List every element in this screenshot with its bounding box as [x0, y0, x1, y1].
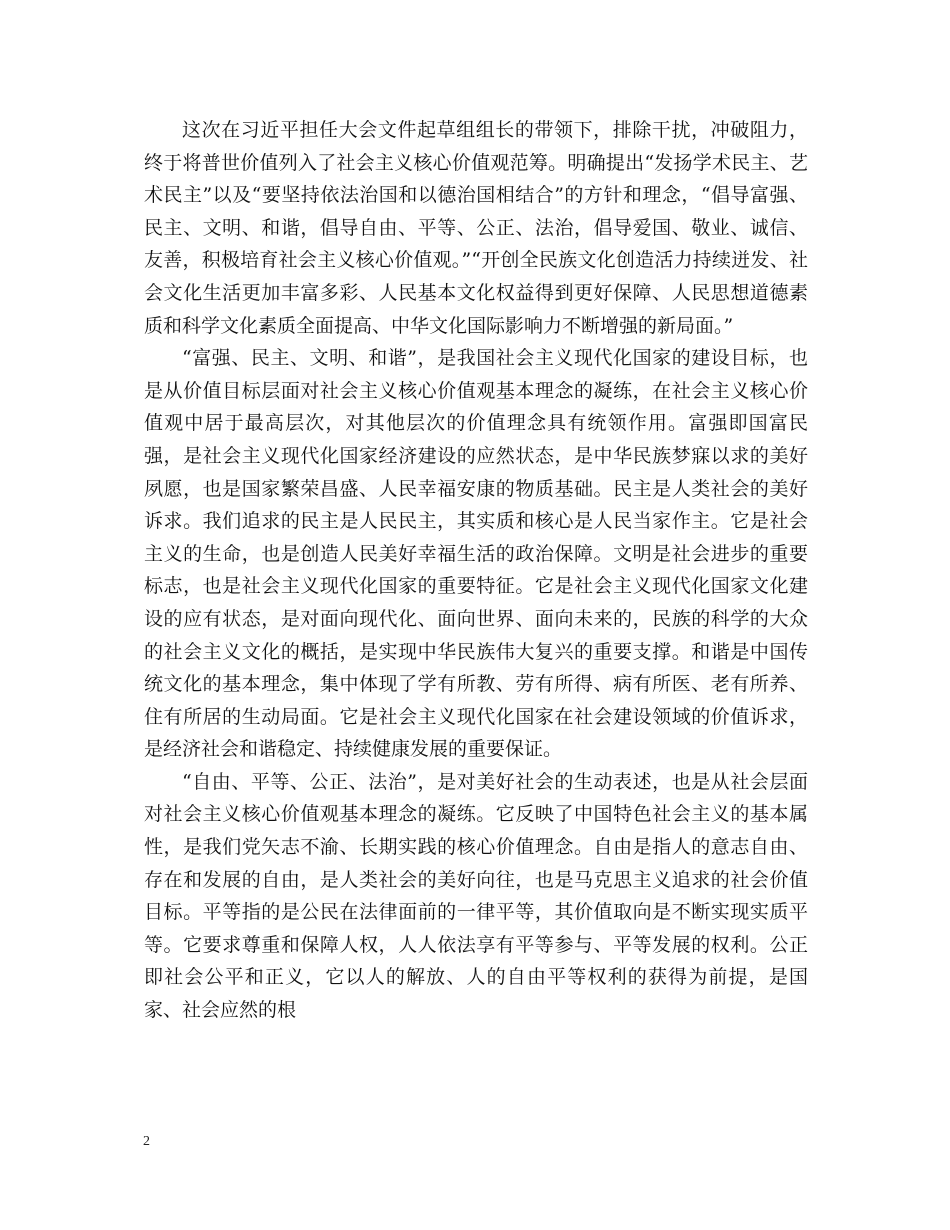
paragraph-1: 这次在习近平担任大会文件起草组组长的带领下，排除干扰，冲破阻力，终于将普世价值列入了社会主义核心价值观范筹。明确提出“发扬学术民主、艺术民主”以及“要坚持依法治国和以德治国相结合”的方针和理念，“倡导富强、民主、文明、和谐，倡导自由、平等、公正、法治，倡导爱国、敬业、诚信、友善，积极培育社会主义核心价值观。”“开创全民族文化创造活力持续迸发、社会文化生活更加丰富多彩、人民基本文化权益得到更好保障、人民思想道德素质和科学文化素质全面提高、中华文化国际影响力不断增强的新局面。” [144, 119, 808, 337]
paragraph-3: “自由、平等、公正、法治”，是对美好社会的生动表述，也是从社会层面对社会主义核心价值观基本理念的凝练。它反映了中国特色社会主义的基本属性，是我们党矢志不渝、长期实践的核心价值理念。自由是指人的意志自由、存在和发展的自由，是人类社会的美好向往，也是马克思主义追求的社会价值目标。平等指的是公民在法律面前的一律平等，其价值取向是不断实现实质平等。它要求尊重和保障人权，人人依法享有平等参与、平等发展的权利。公正即社会公平和正义，它以人的解放、人的自由平等权利的获得为前提，是国家、社会应然的根 [144, 770, 808, 1022]
body-text [144, 114, 808, 1027]
paragraph-2: “富强、民主、文明、和谐”，是我国社会主义现代化国家的建设目标，也是从价值目标层面对社会主义核心价值观基本理念的凝练，在社会主义核心价值观中居于最高层次，对其他层次的价值理念具有统领作用。富强即国富民强，是社会主义现代化国家经济建设的应然状态，是中华民族梦寐以求的美好夙愿，也是国家繁荣昌盛、人民幸福安康的物质基础。民主是人类社会的美好诉求。我们追求的民主是人民民主，其实质和核心是人民当家作主。它是社会主义的生命，也是创造人民美好幸福生活的政治保障。文明是社会进步的重要标志，也是社会主义现代化国家的重要特征。它是社会主义现代化国家文化建设的应有状态，是对面向现代化、面向世界、面向未来的，民族的科学的大众的社会主义文化的概括，是实现中华民族伟大复兴的重要支撑。和谐是中国传统文化的基本理念，集中体现了学有所教、劳有所得、病有所医、老有所养、住有所居的生动局面。它是社会主义现代化国家在社会建设领域的价值诉求，是经济社会和谐稳定、持续健康发展的重要保证。 [144, 347, 808, 761]
page-number: 2 [143, 1134, 150, 1149]
